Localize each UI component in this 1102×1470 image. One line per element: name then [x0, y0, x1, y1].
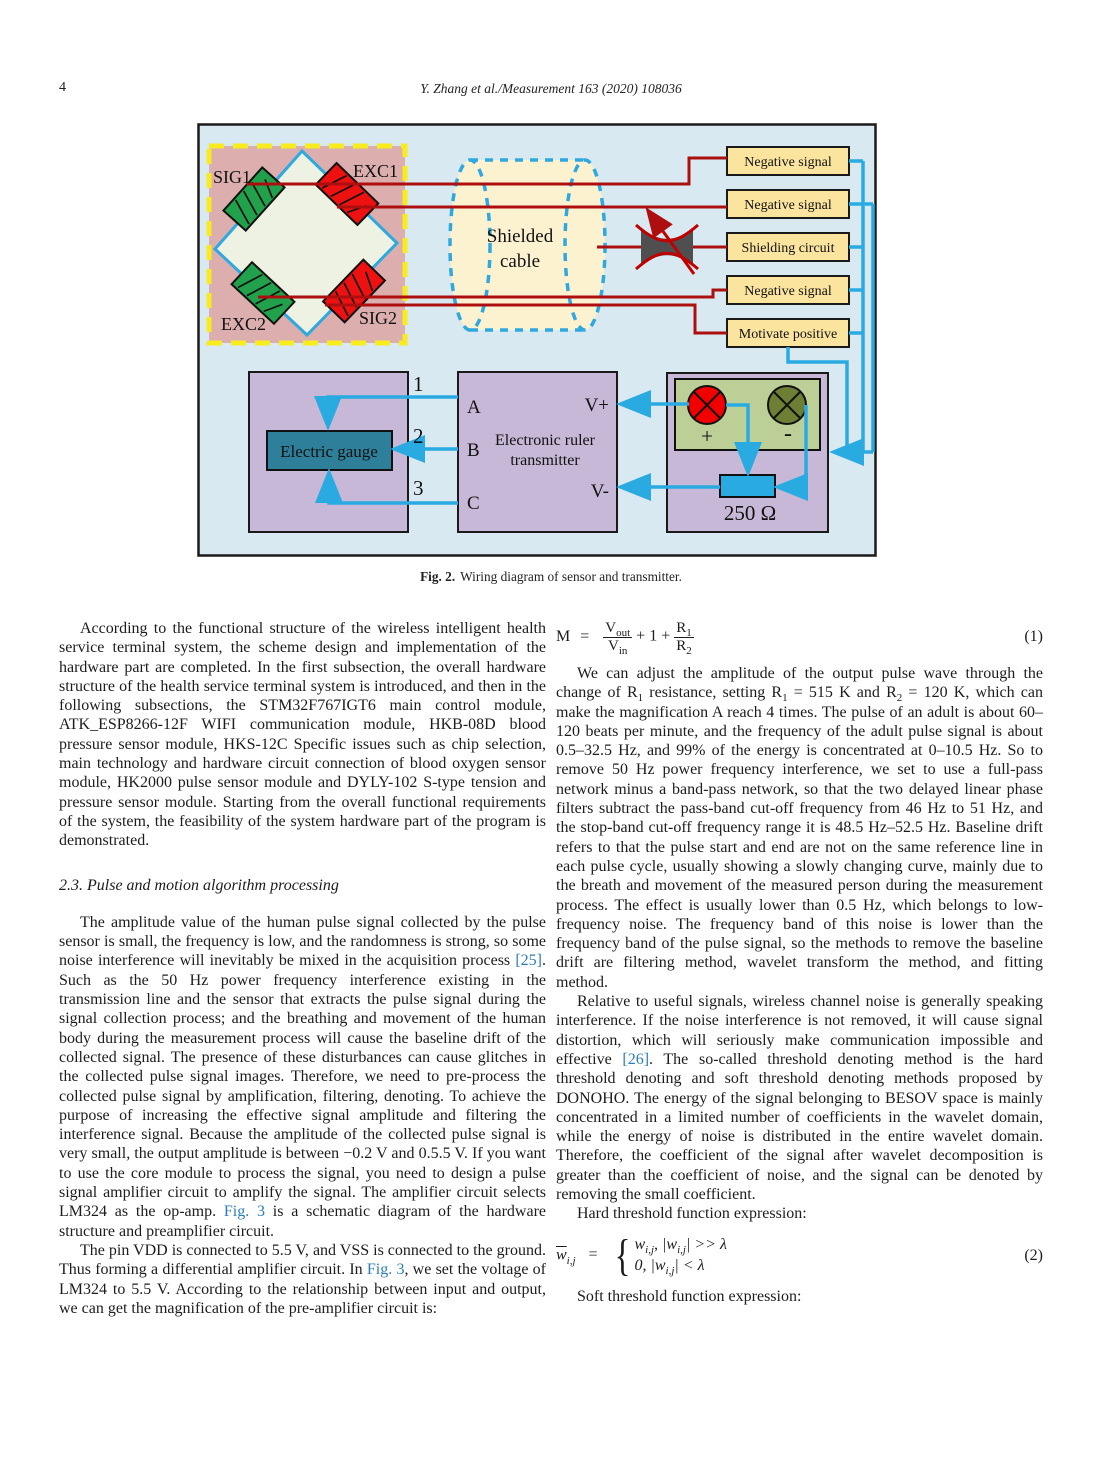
signal-box-3-label: Shielding circuit: [741, 241, 835, 256]
right-column: [556, 616, 1043, 1307]
equation-2: [556, 1230, 1043, 1280]
bridge-label-exc2: EXC2: [221, 314, 266, 334]
paragraph-6: Hard threshold function expression:: [577, 1205, 807, 1223]
running-title: Y. Zhang et al./Measurement 163 (2020) 108036: [420, 81, 682, 96]
left-column: [59, 619, 546, 1318]
cable-label-line2: cable: [499, 251, 541, 272]
positive-lamp: [688, 386, 726, 424]
resistor-250ohm: [720, 475, 775, 497]
equation-2-body: $\overline{w}_{i,j}$ = { $w_{i,j}$, $|w_{i,j}| >> \lambda$ 0, $|w_{i,j}| < \lambda$: [556, 1230, 727, 1280]
paragraph-3: The pin VDD is connected to 5.5 V, and VSS is connected to the ground. Thus forming a differential amplifier circuit. In Fig. 3, we set the voltage of LM324 to 5.5 V. According to the relationship between input and output, we can get the magnification of the pre-amplifier circuit is:: [59, 1241, 546, 1317]
minus-label: -: [784, 421, 792, 447]
signal-box-1-label: Negative signal: [744, 155, 832, 170]
pin-a-label: A: [467, 397, 481, 418]
resistor-label: 250 Ω: [723, 501, 777, 525]
bridge-label-sig1: SIG1: [213, 167, 252, 187]
pin-vminus-label: V-: [590, 481, 609, 502]
signal-box-4-label: Negative signal: [744, 284, 832, 299]
section-heading-2-3: 2.3. Pulse and motion algorithm processing: [59, 876, 339, 894]
paragraph-7: Soft threshold function expression:: [577, 1288, 802, 1306]
paragraph-1: According to the functional structure of the wireless intelligent health service terminal system, the scheme design and implementation of the hardware part are completed. In the first subsection, the overall hardware structure of the health service terminal system is introduced, and then in the following subsections, the STM32F767IGT6 main control module, ATK_ESP8266-12F WIFI communication module, HKB-08D blood pressure sensor module, HKS-12C Specific issues such as chip selection, main technology and hardware circuit connection of blood oxygen sensor module, HK2000 pulse sensor module and DYLY-102 S-type tension and pressure sensor module. Starting from the overall functional requirements of the system, the feasibility of the system hardware part of the program is demonstrated.: [59, 620, 546, 850]
citation-link[interactable]: Fig. 3: [223, 1203, 265, 1221]
signal-box-5-label: Motivate positive: [738, 327, 838, 342]
figure-2-caption: [0, 569, 1102, 585]
pin-c-label: C: [467, 493, 480, 514]
citation-link[interactable]: [25]: [515, 952, 542, 970]
wire-number-1: 1: [413, 372, 424, 396]
bridge-label-exc1: EXC1: [353, 161, 398, 181]
caption-text: Wiring diagram of sensor and transmitter.: [460, 569, 682, 584]
equation-1-number: (1): [1024, 628, 1043, 646]
caption-label: Fig. 2.: [420, 569, 456, 584]
equation-2-number: (2): [1024, 1246, 1043, 1264]
electric-gauge-label: Electric gauge: [280, 442, 378, 461]
pin-b-label: B: [467, 440, 480, 461]
paragraph-2: The amplitude value of the human pulse signal collected by the pulse sensor is small, the frequency is low, and the randomness is strong, so some noise interference will inevitably be mixed in the acquisition process [25]. Such as the 50 Hz power frequency interference existing in the transmission line and the sensor that extracts the pulse signal during the signal collection process; and the breathing and movement of the human body during the measurement process will cause the baseline drift of the collected signal. The presence of these disturbances can cause glitches in the collected pulse signal images. Therefore, we need to pre-process the collected pulse signal by amplification, filtering, denoting. To achieve the purpose of increasing the effective signal amplitude and filtering the interference signal. Because the amplitude of the collected pulse signal is very small, the output amplitude is between −0.2 V and 0.5.5 V. If you want to use the core module to process the signal, you need to design a pulse signal amplifier circuit to amplify the signal. The amplifier circuit selects LM324 as the op-amp. Fig. 3 is a schematic diagram of the hardware structure and preamplifier circuit.: [59, 913, 547, 1240]
wire-number-3: 3: [413, 476, 424, 500]
cable-label-line1: Shielded: [486, 226, 554, 247]
pin-vplus-label: V+: [584, 395, 609, 416]
citation-link[interactable]: Fig. 3: [366, 1261, 405, 1279]
citation-link[interactable]: [26]: [622, 1050, 650, 1068]
equation-1-body: M = $\frac{V_{out}}{V_{in}}$ + 1 + $\frac{R_1}{R_2}$: [556, 620, 692, 657]
paragraph-5: Relative to useful signals, wireless channel noise is generally speaking interference. If the noise interference is not removed, it will cause signal distortion, which will seriously make communication impossible and effective [26]. The so-called threshold denoting method is the hard threshold denoting and soft threshold denoting methods proposed by DONOHO. The energy of the signal belonging to BESOV space is mainly concentrated in a limited number of coefficients in the wavelet domain, while the energy of noise is distributed in the entire wavelet domain. Therefore, the coefficient of the signal after wavelet decomposition is greater than the coefficient of noise, and the signal can be denoted by removing the small coefficient.: [556, 993, 1044, 1204]
bridge-label-sig2: SIG2: [359, 308, 398, 328]
negative-lamp: [768, 386, 806, 424]
paragraph-4: We can adjust the amplitude of the output pulse wave through the change of $R_1$ resistance, setting $R_1 = 515$ K and $R_2 = 120$ K, which can make the magnification A reach 4 times. The pulse of an adult is about 60–120 beats per minute, and the frequency of the adult pulse signal is about 0.5–32.5 Hz, and 99% of the energy is concentrated at 0–10.5 Hz. So to remove 50 Hz power frequency interference, we set to use a full-pass network minus a band-pass network, so that the two delayed linear phase filters subtract the pass-band cut-off frequency from 46 Hz to 51 Hz, and the stop-band cut-off frequency range it is 48.5 Hz–52.5 Hz. Baseline drift refers to that the pulse start and end are not on the same reference line in each pulse cycle, usually showing a slowly changing curve, mainly due to the breath and movement of the measured person during the measurement process. The effect is usually lower than 0.5 Hz, which belongs to low-frequency noise. The frequency band of this noise is lower than the frequency band of the pulse signal, so the methods to remove the baseline drift are filtering method, wavelet transform the method, and fitting method.: [556, 665, 1043, 991]
signal-box-2-label: Negative signal: [744, 198, 832, 213]
equation-1: [556, 620, 1043, 657]
transmitter-label-line2: transmitter: [510, 452, 580, 469]
plus-label: +: [701, 424, 713, 448]
figure-2-wiring-diagram: [197, 123, 877, 557]
page-number: 4: [59, 80, 66, 95]
transmitter-label-line1: Electronic ruler: [495, 432, 595, 449]
wire-number-2: 2: [413, 424, 424, 448]
